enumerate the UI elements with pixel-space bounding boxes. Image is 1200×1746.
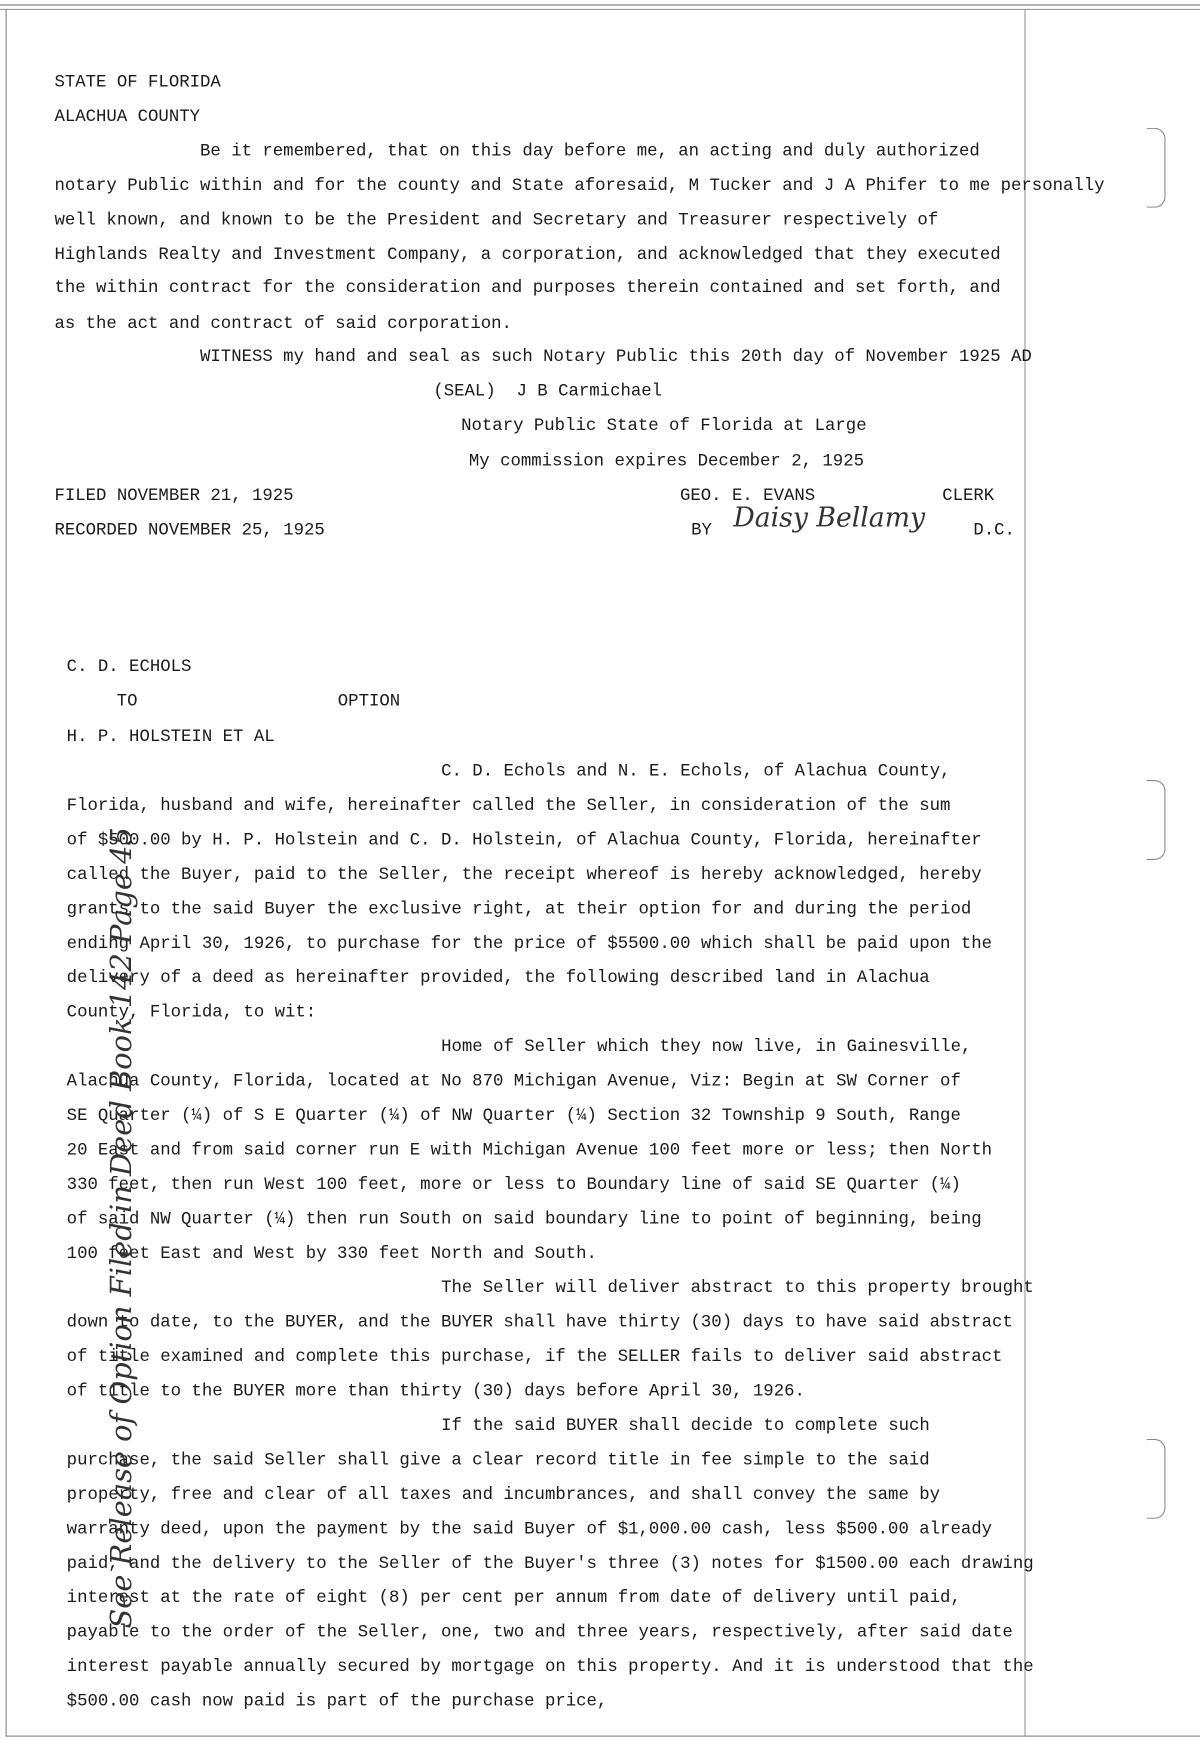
option-text-line: down to date, to the BUYER, and the BUYER shall have thirty (30) days to have said abstract (66, 1312, 1013, 1333)
option-text-line: The Seller will deliver abstract to this property brought (441, 1277, 1034, 1298)
option-text-line: of $500.00 by H. P. Holstein and C. D. Holstein, of Alachua County, Florida, hereinafter (66, 829, 982, 850)
option-text-line: purchase, the said Seller shall give a clear record title in fee simple to the said (66, 1449, 930, 1470)
county-heading: ALACHUA COUNTY (54, 106, 201, 127)
instrument-type: OPTION (337, 691, 401, 712)
option-text-line: paid, and the delivery to the Seller of the Buyer's three (3) notes for $1500.00 each drawing (66, 1553, 1034, 1574)
acknowledgment-line: Highlands Realty and Investment Company, a corporation, and acknowledged that they executed (54, 244, 1001, 265)
filed-date: FILED NOVEMBER 21, 1925 (54, 485, 294, 506)
option-text-line: Florida, husband and wife, hereinafter called the Seller, in consideration of the sum (66, 795, 951, 816)
option-text-line: Alachua County, Florida, located at No 870 Michigan Avenue, Viz: Begin at SW Corner of (66, 1071, 961, 1092)
to-label: TO (116, 691, 138, 712)
option-text-line: 20 East and from said corner run E with Michigan Avenue 100 feet more or less; then North (66, 1139, 993, 1160)
witness-line: WITNESS my hand and seal as such Notary Public this 20th day of November 1925 AD (199, 346, 1032, 367)
handwritten-margin-note: See Release of Option Filed in Deed Book 142 Page 45 (105, 827, 139, 1629)
option-text-line: payable to the order of the Seller, one, two and three years, respectively, after said date (66, 1622, 1013, 1643)
option-text-line: called the Buyer, paid to the Seller, the receipt whereof is hereby acknowledged, hereby (66, 864, 982, 885)
option-text-line: interest payable annually secured by mortgage on this property. And it is understood that the (66, 1656, 1034, 1677)
page-border-bottom (6, 1736, 1200, 1737)
recorded-date: RECORDED NOVEMBER 25, 1925 (54, 519, 325, 540)
option-text-line: of said NW Quarter (¼) then run South on said boundary line to point of beginning, being (66, 1208, 982, 1229)
option-text-line: C. D. Echols and N. E. Echols, of Alachua County, (441, 761, 951, 782)
acknowledgment-line: as the act and contract of said corporation. (54, 313, 512, 334)
option-text-line: of title to the BUYER more than thirty (30) days before April 30, 1926. (66, 1381, 805, 1402)
option-text-line: warranty deed, upon the payment by the said Buyer of $1,000.00 cash, less $500.00 already (66, 1518, 993, 1539)
page-border-left (6, 9, 7, 1737)
option-text-line: ending April 30, 1926, to purchase for the price of $5500.00 which shall be paid upon the (66, 933, 993, 954)
binder-hole-icon (1147, 128, 1166, 208)
acknowledgment-line: the within contract for the consideration and purposes therein contained and set forth, and (54, 277, 1001, 298)
grantee-name: H. P. HOLSTEIN ET AL (66, 726, 275, 747)
option-text-line: If the said BUYER shall decide to complete such (441, 1415, 930, 1436)
page-margin-rule (1024, 9, 1025, 1737)
option-text-line: Home of Seller which they now live, in Gainesville, (441, 1036, 972, 1057)
grantor-name: C. D. ECHOLS (66, 656, 192, 677)
option-text-line: delivery of a deed as hereinafter provided, the following described land in Alachua (66, 967, 930, 988)
notary-title: Notary Public State of Florida at Large (461, 415, 867, 436)
deputy-clerk-signature: Daisy Bellamy (733, 502, 926, 534)
state-heading: STATE OF FLORIDA (54, 72, 221, 93)
option-text-line: 330 feet, then run West 100 feet, more or less to Boundary line of said SE Quarter (¼) (66, 1174, 961, 1195)
deputy-clerk-title: D.C. (973, 519, 1015, 540)
acknowledgment-line: well known, and known to be the President and Secretary and Treasurer respectively of (54, 209, 939, 230)
clerk-title: CLERK (942, 485, 995, 506)
option-text-line: County, Florida, to wit: (66, 1002, 317, 1023)
seal-signature-line: (SEAL) J B Carmichael (433, 381, 663, 402)
option-text-line: interest at the rate of eight (8) per cent per annum from date of delivery until paid, (66, 1587, 961, 1608)
option-text-line: 100 feet East and West by 330 feet North and South. (66, 1243, 597, 1264)
commission-expiry: My commission expires December 2, 1925 (468, 451, 865, 472)
option-text-line: property, free and clear of all taxes and incumbrances, and shall convey the same by (66, 1484, 941, 1505)
page-border-top (0, 4, 1200, 10)
option-text-line: SE Quarter (¼) of S E Quarter (¼) of NW Quarter (¼) Section 32 Township 9 South, Range (66, 1105, 961, 1126)
option-text-line: of title examined and complete this purchase, if the SELLER fails to deliver said abstract (66, 1346, 1003, 1367)
acknowledgment-line: notary Public within and for the county and State aforesaid, M Tucker and J A Phifer to me personally (54, 175, 1105, 196)
clerk-name: GEO. E. EVANS (679, 485, 816, 506)
option-text-line: grants to the said Buyer the exclusive right, at their option for and during the period (66, 898, 972, 919)
binder-hole-icon (1147, 780, 1166, 860)
acknowledgment-line: Be it remembered, that on this day before me, an acting and duly authorized (199, 141, 980, 162)
binder-hole-icon (1147, 1439, 1166, 1519)
by-label: BY (691, 519, 712, 540)
option-text-line: $500.00 cash now paid is part of the purchase price, (66, 1691, 608, 1712)
